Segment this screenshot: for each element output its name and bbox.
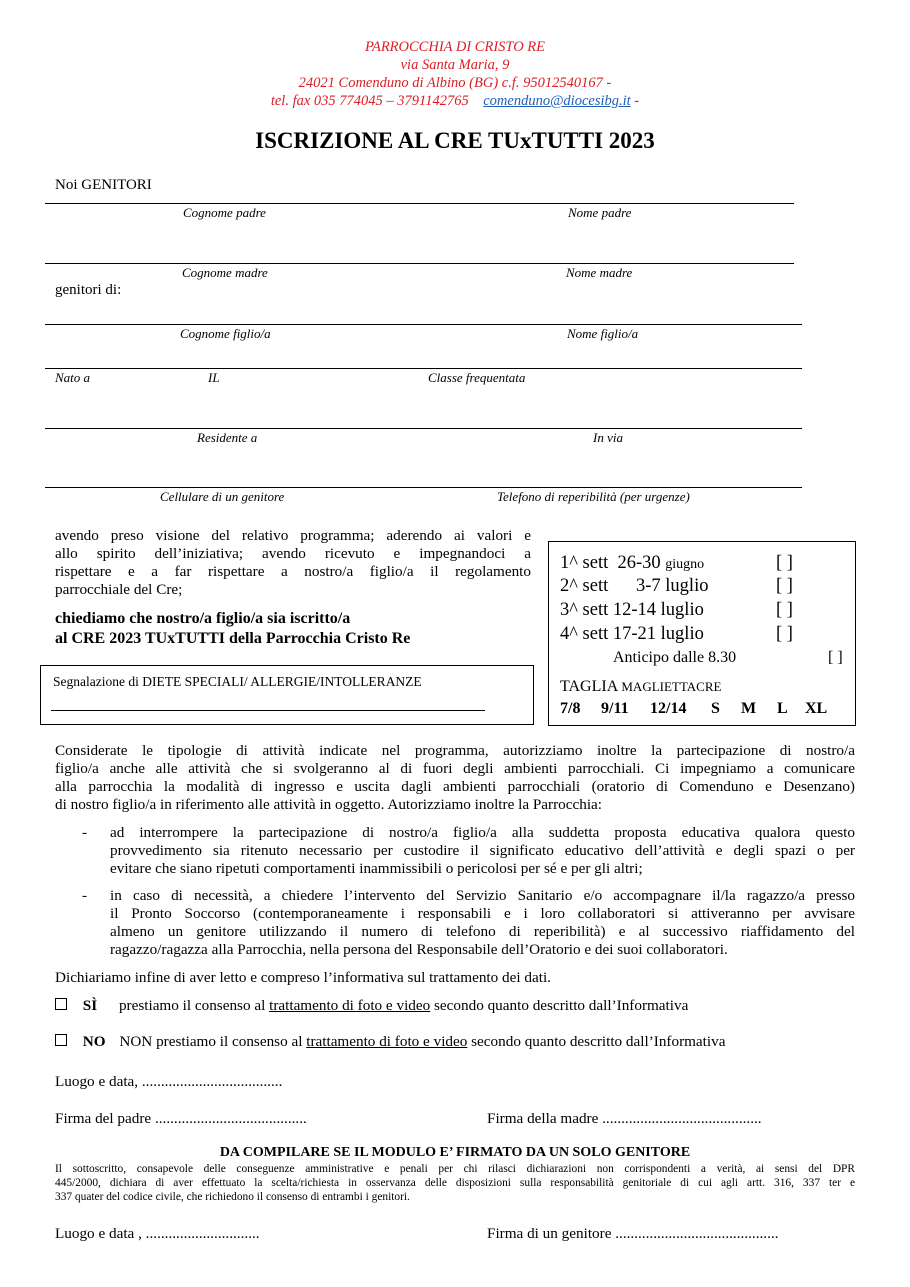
size-option[interactable]: L [777,700,788,717]
firma-padre-field[interactable]: Firma del padre ........................................ [55,1110,307,1127]
week-1-checkbox[interactable]: [ ] [776,553,793,573]
genitori-di-label: genitori di: [55,282,122,298]
bullet-1-line-3: evitare che siano ripetuti comportamenti inammissibili o pericolosi per sé e per gli altri; [110,860,643,877]
size-option[interactable]: 9/11 [601,700,629,717]
consent-no-post: secondo quanto descritto dall’Informativa [471,1033,726,1050]
intro-line-4: parrocchiale del Cre; [55,581,183,598]
consent-no-pre: NON prestiamo il consenso al [119,1033,303,1050]
request-line-2: al CRE 2023 TUxTUTTI della Parrocchia Cristo Re [55,630,411,647]
luogo-data-field[interactable]: Luogo e data, ..................................... [55,1073,283,1090]
body-p1-line-3: alla parrocchia la modalità di ingresso e uscita dagli ambienti parrocchiali (oratorio di Comenduno e Desenzano) [55,778,855,795]
size-option[interactable]: XL [805,700,828,717]
consent-no-row [55,1033,860,1051]
bullet-1-line-1: ad interrompere la partecipazione di nostro/a figlio/a alla suddetta proposta educativa qualora questo [110,824,855,841]
mother-name-line[interactable] [45,263,794,264]
residente-label: Residente a [197,430,258,445]
diete-box [40,665,534,725]
dichiariamo-text: Dichiariamo infine di aver letto e compreso l’informativa sul trattamento dei dati. [55,969,551,986]
single-parent-line-1: Il sottoscritto, consapevole delle conseguenze amministrative e penali per chi rilasci dichiarazioni non corrispondenti a verità, ai sensi del DPR [55,1163,855,1175]
body-p1-line-2: figlio/a anche alle attività che si svolgeranno al di fuori degli ambienti parrocchiali. Ci impegniamo a comunicare [55,760,855,777]
body-p1-line-1: Considerate le tipologie di attività indicate nel programma, autorizziamo inoltre la partecipazione di nostro/a [55,742,855,759]
consent-no-link: trattamento di foto e video [306,1033,468,1050]
cognome-figlio-label: Cognome figlio/a [180,326,271,341]
consent-no-checkbox[interactable] [55,1034,67,1046]
cognome-padre-label: Cognome padre [183,205,266,220]
single-parent-title: DA COMPILARE SE IL MODULO E’ FIRMATO DA UN SOLO GENITORE [219,1145,691,1160]
cellulare-label: Cellulare di un genitore [160,489,285,504]
il-label: IL [208,370,220,385]
consent-si-pre: prestiamo il consenso al [118,997,266,1014]
bullet-2-line-4: ragazzo/ragazza alla Parrocchia, nella persona del Responsabile dell’Oratorio e dei suoi collaboratori. [110,941,728,958]
parish-address: via Santa Maria, 9 [400,57,510,73]
intro-line-1: avendo preso visione del relativo programma; aderendo ai valori e [55,527,531,544]
bullet-1-line-2: provvedimento sia ritenuto necessario per custodire il significato educativo dell’attività e degli spazi o per [110,842,855,859]
nome-figlio-label: Nome figlio/a [567,326,639,341]
noi-genitori-label: Noi GENITORI [55,177,152,193]
size-option[interactable]: S [711,700,720,717]
week-1-label: 1^ sett 26-30 giugno [560,553,705,573]
bullet-dash: - [82,887,88,904]
parish-name: PARROCCHIA DI CRISTO RE [364,39,546,55]
address-line[interactable] [45,428,802,429]
birth-line[interactable] [45,368,802,369]
week-3-checkbox[interactable]: [ ] [776,600,793,620]
firma-madre-field[interactable]: Firma della madre .......................................... [487,1110,762,1127]
child-name-line[interactable] [45,324,802,325]
body-p1-line-4: di nostro figlio/a in riferimento alle attività in oggetto. Autorizziamo inoltre la Parrocchia: [55,796,603,813]
parish-contacts-end: - [634,93,640,109]
consent-si-label: SÌ [82,997,98,1014]
telefono-label: Telefono di reperibilità (per urgenze) [497,489,690,504]
classe-label: Classe frequentata [428,370,526,385]
week-2-label: 2^ sett 3-7 luglio [560,576,709,596]
consent-no-label: NO [82,1033,106,1050]
consent-si-link: trattamento di foto e video [269,997,431,1014]
week-4-checkbox[interactable]: [ ] [776,624,793,644]
single-parent-line-2: 445/2000, dichiara di aver effettuato la scelta/richiesta in osservanza delle disposizioni sulla responsabilità genitoriale di cui agli artt. 316, 337 ter e [55,1177,855,1189]
bullet-2-line-1: in caso di necessità, a chiedere l’intervento del Servizio Sanitario e/o accompagnare il/la ragazzo/a presso [110,887,855,904]
week-3-label: 3^ sett 12-14 luglio [560,600,704,620]
nato-a-label: Nato a [55,370,91,385]
size-option[interactable]: M [741,700,757,717]
anticipo-label: Anticipo dalle 8.30 [613,649,737,666]
request-line-1: chiediamo che nostro/a figlio/a sia iscritto/a [55,610,351,627]
weeks-box [548,541,856,726]
page-title: ISCRIZIONE AL CRE TUxTUTTI 2023 [255,128,655,153]
consent-si-post: secondo quanto descritto dall’Informativa [434,997,689,1014]
week-2-checkbox[interactable]: [ ] [776,576,793,596]
parish-city-cf: 24021 Comenduno di Albino (BG) c.f. 95012540167 - [298,75,612,91]
phone-line[interactable] [45,487,802,488]
parish-phone: tel. fax 035 774045 – 3791142765 [270,93,469,109]
bullet-dash: - [82,824,88,841]
single-parent-line-3: 337 quater del codice civile, che richiedono il consenso di entrambi i genitori. [55,1191,410,1203]
taglia-label: TAGLIA MAGLIETTACRE [560,678,722,695]
firma-genitore-field[interactable]: Firma di un genitore ........................................... [487,1225,779,1242]
father-name-line[interactable] [45,203,794,204]
cognome-madre-label: Cognome madre [182,265,268,280]
anticipo-checkbox[interactable]: [ ] [828,649,843,666]
intro-line-2: allo spirito dell’iniziativa; avendo ricevuto e impegnandoci a [55,545,531,562]
parish-email-link[interactable]: comenduno@diocesibg.it [483,93,631,109]
bullet-2-line-3: almeno un genitore utilizzando il numero di telefono di reperibilità) e al successivo riaffidamento del [110,923,855,940]
week-4-label: 4^ sett 17-21 luglio [560,624,704,644]
nome-padre-label: Nome padre [568,205,632,220]
nome-madre-label: Nome madre [566,265,633,280]
diete-input-line[interactable] [51,710,485,711]
consent-si-checkbox[interactable] [55,998,67,1010]
luogo-data-field-2[interactable]: Luogo e data , .............................. [55,1225,260,1242]
size-option[interactable]: 7/8 [560,700,581,717]
consent-si-row [55,997,860,1015]
intro-line-3: rispettare e a far rispettare a nostro/a figlio/a il regolamento [55,563,531,580]
bullet-2-line-2: il Pronto Soccorso (contemporaneamente i responsabili e i loro collaboratori si attiveranno per avvisare [110,905,855,922]
diete-label: Segnalazione di DIETE SPECIALI/ ALLERGIE/INTOLLERANZE [53,674,422,689]
size-option[interactable]: 12/14 [650,700,687,717]
in-via-label: In via [593,430,623,445]
parish-contacts [0,92,910,110]
